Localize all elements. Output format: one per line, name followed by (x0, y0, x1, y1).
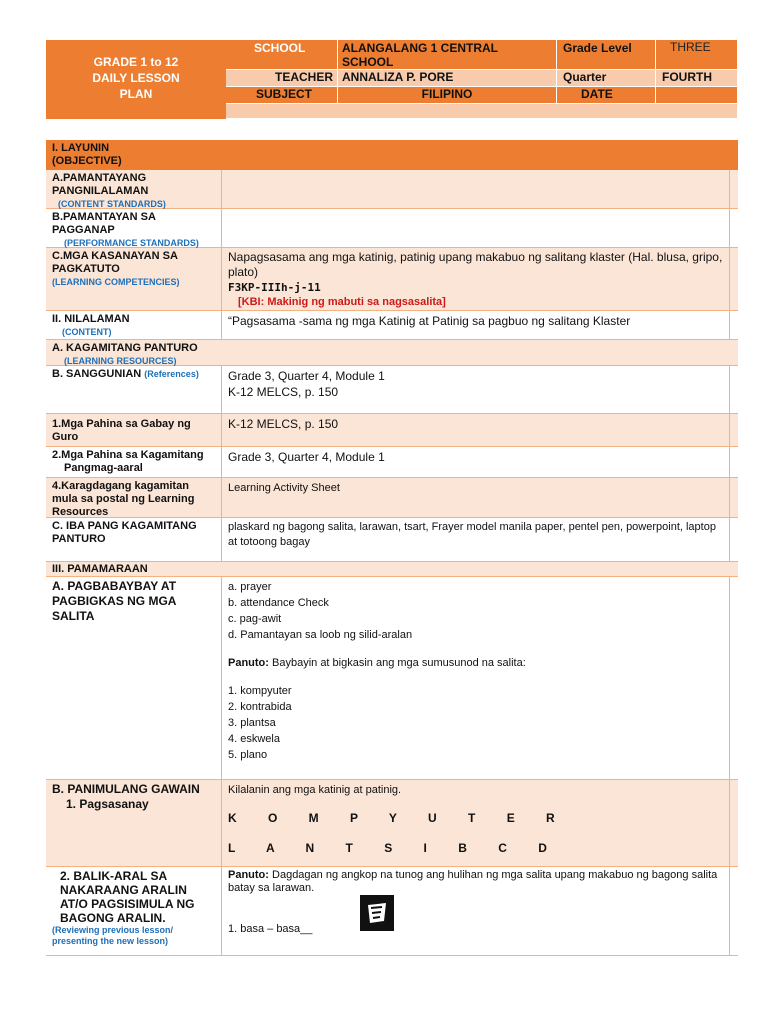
teacher-value-cell (338, 70, 557, 87)
review-label: 2. BALIK-ARAL SA NAKARAANG ARALIN AT/O PAGSISIMULA NG BAGONG ARALIN. (60, 869, 195, 925)
drill-letters-row-1: K O M P Y U T E R (228, 811, 569, 825)
other-materials-row (46, 518, 738, 562)
dlp-title-line-1: GRADE 1 to 12 (93, 55, 179, 69)
date-label: DATE (581, 87, 613, 101)
review-label-cell (46, 867, 222, 955)
dlp-title-line-2: DAILY LESSON (92, 71, 180, 85)
content-standards-value (222, 170, 730, 208)
competencies-label: C.MGA KASANAYAN SA PAGKATUTO (52, 250, 178, 275)
objective-heading-1: I. LAYUNIN (52, 142, 110, 154)
date-label-cell (557, 87, 656, 104)
spelling-word-4: 4. eskwela (228, 733, 280, 745)
additional-materials-label: 4.Karagdagang kagamitan mula sa postal ng Learning Resources (52, 480, 195, 518)
teacher-guide-label-cell (46, 414, 222, 446)
competencies-text: Napagsasama ang mga katinig, patinig upang makabuo ng salitang klaster (Hal. blusa, gripo, plato) (228, 250, 723, 279)
opening-item-3: c. pag-awit (228, 613, 282, 625)
subject-label-cell (226, 87, 338, 104)
review-value (222, 867, 730, 955)
spelling-word-5: 5. plano (228, 749, 268, 761)
quarter-value: FOURTH (662, 70, 712, 84)
spelling-word-3: 3. plantsa (228, 717, 276, 729)
content-value (222, 311, 730, 339)
other-materials-text: plaskard ng bagong salita, larawan, tsart, Frayer model manila paper, pentel pen, powerpoint, laptop at totoong bagay (228, 521, 716, 548)
learner-materials-label-1: 2.Mga Pahina sa Kagamitang (52, 449, 204, 461)
date-value-cell (656, 87, 738, 104)
competencies-sub: (LEARNING COMPETENCIES) (52, 277, 180, 287)
other-materials-label-cell (46, 518, 222, 561)
procedure-heading: III. PAMAMARAAN (52, 563, 148, 575)
opening-item-2: b. attendance Check (228, 597, 329, 609)
review-panuto-label: Panuto: (228, 869, 269, 881)
teacher-label: TEACHER (274, 70, 333, 84)
header-blank-row (226, 104, 738, 119)
learner-materials-text: Grade 3, Quarter 4, Module 1 (228, 450, 385, 464)
spelling-instruction (228, 655, 723, 671)
spelling-row (46, 577, 738, 780)
review-instruction (228, 869, 723, 895)
procedure-heading-row (46, 562, 738, 577)
school-value: ALANGALANG 1 CENTRAL SCHOOL (342, 41, 498, 69)
performance-standards-sub: (PERFORMANCE STANDARDS) (64, 238, 199, 248)
drill-label: B. PANIMULANG GAWAIN (52, 782, 200, 796)
review-panuto-text: Dagdagan ng angkop na tunog ang hulihan ng mga salita upang makabuo ng bagong salita batay sa larawan. (228, 869, 718, 894)
opening-item-1: a. prayer (228, 581, 272, 593)
content-label-cell (46, 311, 222, 339)
additional-materials-text: Learning Activity Sheet (228, 482, 340, 494)
references-sub: (References) (144, 369, 199, 379)
learning-resources-label: A. KAGAMITANG PANTURO (52, 342, 198, 354)
references-line-1: Grade 3, Quarter 4, Module 1 (228, 369, 385, 383)
drill-label-cell (46, 780, 222, 866)
content-standards-row (46, 170, 738, 209)
content-label: II. NILALAMAN (52, 313, 130, 325)
opening-item-4: d. Pamantayan sa loob ng silid-aralan (228, 629, 413, 641)
teacher-guide-label: 1.Mga Pahina sa Gabay ng Guro (52, 418, 191, 443)
references-value (222, 366, 730, 413)
competencies-value (222, 248, 730, 310)
content-standards-sub: (CONTENT STANDARDS) (58, 199, 166, 209)
competencies-row (46, 248, 738, 311)
competencies-code: F3KP-IIIh-j-11 (228, 281, 321, 294)
drill-letters-row-2: L A N T S I B C D (228, 841, 561, 855)
other-materials-value (222, 518, 730, 561)
drill-value (222, 780, 730, 866)
school-label-cell (226, 40, 338, 70)
drill-text: Kilalanin ang mga katinig at patinig. (228, 784, 402, 796)
school-label: SCHOOL (254, 41, 306, 55)
performance-standards-value (222, 209, 730, 247)
references-label: B. SANGGUNIAN (52, 368, 142, 380)
review-picture (360, 895, 394, 931)
additional-materials-row (46, 478, 738, 518)
drill-sub: 1. Pagsasanay (66, 797, 149, 811)
review-item-1: 1. basa – basa__ (228, 923, 313, 935)
learner-materials-row (46, 447, 738, 478)
teacher-guide-row (46, 414, 738, 447)
references-label-cell (46, 366, 222, 413)
content-row (46, 311, 738, 340)
quarter-value-cell (656, 70, 738, 87)
learning-resources-label-cell (46, 340, 646, 365)
references-row (46, 366, 738, 414)
additional-materials-value (222, 478, 730, 517)
learner-materials-label-2: Pangmag-aaral (64, 462, 143, 474)
learning-resources-row (46, 340, 738, 366)
content-text: “Pagsasama -sama ng mga Katinig at Patinig sa pagbuo ng salitang Klaster (228, 314, 631, 328)
review-sub: (Reviewing previous lesson/ presenting the new lesson) (52, 925, 174, 946)
spelling-label: A. PAGBABAYBAY AT PAGBIGKAS NG MGA SALITA (52, 579, 177, 623)
dlp-title-line-3: PLAN (119, 87, 153, 101)
subject-label: SUBJECT (256, 87, 313, 101)
competencies-label-cell (46, 248, 222, 310)
performance-standards-label-cell (46, 209, 222, 247)
grade-value: THREE (670, 40, 711, 54)
spelling-value (222, 577, 730, 779)
spelling-panuto-text: Baybayin at bigkasin ang mga sumusunod na salita: (268, 657, 526, 669)
spelling-word-2: 2. kontrabida (228, 701, 292, 713)
references-line-2: K-12 MELCS, p. 150 (228, 385, 339, 399)
grade-label-cell (557, 40, 656, 70)
performance-standards-label: B.PAMANTAYAN SA PAGGANAP (52, 211, 156, 236)
performance-standards-row (46, 209, 738, 248)
subject-value-cell (338, 87, 557, 104)
procedure-heading-cell (46, 562, 646, 576)
teacher-guide-text: K-12 MELCS, p. 150 (228, 417, 339, 431)
content-sub: (CONTENT) (62, 327, 112, 337)
teacher-value: ANNALIZA P. PORE (342, 70, 454, 84)
learner-materials-value (222, 447, 730, 477)
spelling-panuto-label: Panuto: (228, 657, 269, 669)
spelling-word-1: 1. kompyuter (228, 685, 292, 697)
dlp-title-block (46, 40, 226, 119)
content-standards-label-cell (46, 170, 222, 208)
competencies-kbi: [KBI: Makinig ng mabuti sa nagsasalita] (238, 296, 446, 308)
additional-materials-label-cell (46, 478, 222, 517)
content-standards-label: A.PAMANTAYANG PANGNILALAMAN (52, 172, 149, 197)
drill-row (46, 780, 738, 867)
spelling-label-cell (46, 577, 222, 779)
quarter-label: Quarter (563, 70, 607, 84)
learning-resources-sub: (LEARNING RESOURCES) (64, 356, 177, 366)
objective-heading-2: (OBJECTIVE) (52, 155, 122, 167)
school-value-cell (338, 40, 557, 70)
grade-value-cell (656, 40, 738, 70)
picture-illustration-icon (360, 895, 394, 931)
grade-label: Grade Level (563, 41, 632, 55)
subject-value: FILIPINO (421, 87, 473, 101)
objective-heading (46, 140, 738, 170)
review-row (46, 867, 738, 955)
teacher-guide-value (222, 414, 730, 446)
quarter-label-cell (557, 70, 656, 87)
learner-materials-label-cell (46, 447, 222, 477)
teacher-label-cell (226, 70, 338, 87)
other-materials-label: C. IBA PANG KAGAMITANG PANTURO (52, 520, 197, 545)
